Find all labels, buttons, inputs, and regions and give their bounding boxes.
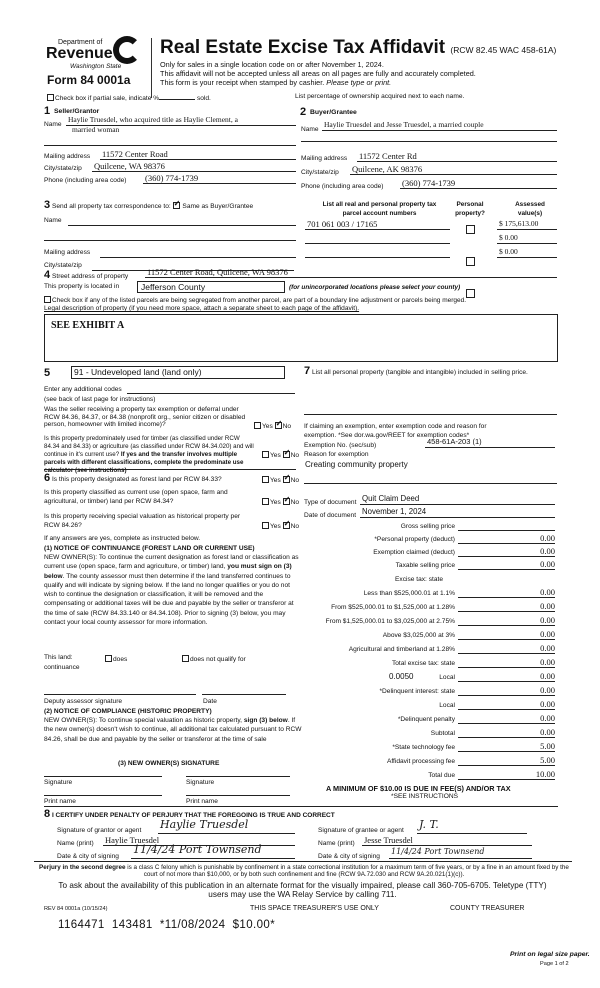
- perjury-bold: Perjury in the second degree: [39, 864, 126, 871]
- tax-value[interactable]: 0.00: [458, 629, 555, 640]
- forest-q: Is this property designated as forest land per RCW 84.33?: [51, 476, 222, 483]
- partial-sale-checkbox[interactable]: [47, 94, 54, 101]
- n1-c: . The county assessor must then determine if the land transferred continues to qualify and will indicate by signing below. If the land no longer qualifies or you do not wish to continue the designation or classification, it will be removed and the compensating or additional taxes will be due and payable by the seller or transferor at the time of sale (RCW 84.33.140 or 84.34.108). Prior to signing (3) below, you may contact your local county assessor for more information.: [44, 572, 294, 627]
- tax-value[interactable]: 0.00: [458, 601, 555, 612]
- corr-name-field-2[interactable]: [44, 240, 296, 241]
- tax-row-tier1: [300, 587, 555, 600]
- section-3-number: 3: [44, 199, 51, 211]
- tax-value[interactable]: 5.00: [458, 755, 555, 766]
- parcel-header: [312, 200, 447, 218]
- q4-answer: [262, 498, 299, 507]
- section-4-number: 4: [44, 269, 51, 281]
- assessed-value-field[interactable]: $ 0.00: [497, 247, 557, 258]
- s7-label: List all personal property (tangible and intangible) included in selling price.: [311, 369, 528, 376]
- exemption-note: If claiming an exemption, enter exemption code and reason for exemption. *See dor.wa.gov/REET for exemption codes*: [304, 423, 487, 440]
- county-select[interactable]: Jefferson County: [137, 281, 285, 293]
- divider: [301, 141, 557, 142]
- tax-value[interactable]: 0.00: [458, 699, 555, 710]
- assessed-hb: value(s): [517, 210, 543, 217]
- grantee-signature-field[interactable]: J. T.: [417, 820, 527, 834]
- yes-checkbox[interactable]: [262, 451, 269, 458]
- print-name-label: Print name: [44, 798, 76, 805]
- tax-value[interactable]: [458, 520, 555, 531]
- no-checkbox[interactable]: [275, 422, 282, 429]
- reason-label: Reason for exemption: [304, 451, 369, 458]
- tax-row-local: [300, 671, 555, 684]
- assessed-h: Assessed: [515, 201, 545, 208]
- yes-label: Yes: [270, 452, 281, 459]
- forest-question: [44, 473, 222, 484]
- legal-description-field[interactable]: [44, 314, 558, 362]
- accessibility-note: To ask about the availability of this publication in an alternate format for the visually impaired, please call 360-705-6705. Teletype (TTY) users may use the WA Relay Service by calling 711.: [58, 881, 547, 899]
- notice-2-text: [44, 716, 302, 744]
- doc-date-label: Date of document: [304, 512, 357, 519]
- timber-q-text: Is this property predominately used for timber (as classified under RCW 84.34 and 84.33) or agriculture (as classified under RCW 84.34.020) and will continue in it's current use?: [44, 435, 254, 458]
- reason-value[interactable]: Creating community property: [305, 460, 408, 469]
- street-field[interactable]: 11572 Center Road, Quilcene, WA 98376: [145, 267, 557, 278]
- no-checkbox[interactable]: [283, 476, 290, 483]
- treasurer-use: THIS SPACE TREASURER'S USE ONLY: [250, 905, 379, 912]
- n2-b: sign (3) below: [243, 717, 288, 724]
- no-label: No: [290, 452, 300, 459]
- no-label: No: [290, 499, 300, 506]
- divider: [44, 145, 296, 146]
- tax-label: Less than $525,000.01 at 1.1%: [363, 590, 455, 597]
- tax-value[interactable]: 0.00: [458, 546, 555, 557]
- parcel-h1: List all real and personal property tax: [322, 201, 437, 208]
- buyer-city-field[interactable]: Quilcene, AK 98376: [350, 164, 557, 175]
- tax-value[interactable]: 0.00: [458, 559, 555, 570]
- yes-label: Yes: [270, 523, 281, 530]
- seller-name-label: Name: [44, 121, 62, 128]
- tax-label: Affidavit processing fee: [386, 758, 455, 765]
- print-name-label: Print name: [186, 798, 218, 805]
- no-checkbox[interactable]: [283, 451, 290, 458]
- does-checkbox[interactable]: [105, 655, 112, 662]
- does-not-option: [182, 655, 246, 664]
- exemption-no-label: Exemption No. (sec/sub): [304, 442, 377, 449]
- q3-answer: [262, 476, 299, 485]
- divider: [44, 806, 558, 807]
- form-number: Form 84 0001a: [47, 73, 131, 87]
- notice-2-title: (2) NOTICE OF COMPLIANCE (HISTORIC PROPERTY): [44, 708, 212, 715]
- tax-value[interactable]: 0.00: [458, 643, 555, 654]
- does-label: does: [113, 656, 128, 663]
- deputy-label: Deputy assessor signature: [44, 698, 123, 705]
- tax-label: From $1,525,000.01 to $3,025,000 at 2.75%: [325, 618, 455, 625]
- section-3: [44, 200, 253, 211]
- page-number: Page 1 of 2: [540, 961, 569, 967]
- tax-label: Gross selling price: [400, 523, 455, 530]
- seller-heading: Seller/Grantor: [54, 108, 100, 115]
- tax-label: Total excise tax: state: [391, 660, 455, 667]
- tax-value[interactable]: 0.00: [458, 657, 555, 668]
- tax-row-exemption: [300, 546, 555, 559]
- corr-city-label: City/state/zip: [44, 262, 82, 269]
- tax-row-total-due: [300, 769, 555, 782]
- assessed-value-field[interactable]: $ 175,613.00: [497, 219, 557, 230]
- owner-print-field-1[interactable]: [44, 795, 162, 796]
- legal-label: Legal description of property (if you need more space, attach a separate sheet to each page of the affidavit).: [44, 305, 360, 312]
- no-checkbox[interactable]: [283, 498, 290, 505]
- minimum-note: A MINIMUM OF $10.00 IS DUE IN FEE(S) AND/OR TAX: [326, 784, 511, 793]
- corr-name-field[interactable]: [68, 225, 296, 226]
- header-line-1: Only for sales in a single location code on or after November 1, 2024.: [160, 60, 384, 69]
- certify-text: I CERTIFY UNDER PENALTY OF PERJURY THAT THE FOREGOING IS TRUE AND CORRECT: [51, 812, 335, 819]
- seller-city-label: City/state/zip: [44, 165, 82, 172]
- same-as-buyer-label: Same as Buyer/Grantee: [182, 203, 254, 210]
- corr-label: Send all property tax correspondence to:: [51, 203, 171, 210]
- grantee-sig-label: Signature of grantee or agent: [318, 827, 404, 834]
- tax-value[interactable]: 0.00: [458, 587, 555, 598]
- see-instructions: *SEE INSTRUCTIONS: [391, 793, 459, 800]
- seller-city-field[interactable]: Quilcene, WA 98376: [92, 161, 296, 172]
- historic-question: Is this property receiving special valuation as historical property per RCW 84.26?: [44, 513, 241, 530]
- n1-a: NEW OWNER(S): To continue the current designation as forest land or classification as current use (open space, farm and agriculture, or timber) land,: [44, 554, 299, 571]
- section-2-number: 2: [300, 106, 307, 118]
- does-option: [105, 655, 127, 664]
- divider: [304, 483, 557, 484]
- grantor-name-field[interactable]: Haylie Truesdel: [103, 835, 295, 846]
- ownership-note: List percentage of ownership acquired next to each name.: [295, 93, 465, 100]
- deputy-signature-field[interactable]: [44, 694, 196, 695]
- tax-label: From $525,000.01 to $1,525,000 at 1.28%: [331, 604, 455, 611]
- seller-mail-field[interactable]: 11572 Center Road: [100, 149, 296, 160]
- grantor-date-field[interactable]: 11/4/24 Port Townsend: [131, 845, 295, 859]
- buyer-mail-label: Mailing address: [301, 155, 348, 162]
- citation: (RCW 82.45 WAC 458-61A): [450, 45, 557, 55]
- owner-signature-field-2[interactable]: [186, 776, 290, 777]
- tax-value[interactable]: 10.00: [458, 769, 555, 780]
- tax-value[interactable]: 0.00: [458, 671, 555, 682]
- additional-codes-label: Enter any additional codes: [44, 386, 122, 393]
- doc-date-field[interactable]: November 1, 2024: [360, 507, 555, 518]
- does-not-label: does not qualify for: [190, 656, 246, 663]
- dept-label: Department of: [58, 39, 103, 46]
- grantee-date-field[interactable]: 11/4/24 Port Townsend: [389, 847, 532, 859]
- tax-label: Local: [439, 674, 455, 681]
- dor-logo-icon: [113, 36, 141, 64]
- yes-checkbox[interactable]: [262, 522, 269, 529]
- assessed-header: [505, 200, 555, 218]
- street-label: Street address of property: [51, 273, 129, 280]
- tax-label: Subtotal: [430, 730, 455, 737]
- yes-label: Yes: [270, 477, 281, 484]
- partial-label: Check box if partial sale, indicate %: [55, 95, 160, 102]
- tax-row-delinq-local: [300, 699, 555, 712]
- grantor-sig-label: Signature of grantor or agent: [57, 827, 142, 834]
- buyer-mail-field[interactable]: 11572 Center Rd: [357, 151, 557, 162]
- no-label: No: [290, 523, 300, 530]
- yes-checkbox[interactable]: [254, 422, 261, 429]
- same-as-buyer-checkbox[interactable]: [173, 202, 180, 209]
- buyer-phone-label: Phone (including area code): [301, 183, 384, 190]
- no-checkbox[interactable]: [283, 522, 290, 529]
- buyer-city-label: City/state/zip: [301, 169, 339, 176]
- divider: [44, 469, 296, 470]
- continuance-label: continuance: [44, 664, 80, 671]
- tax-label: Total due: [428, 772, 455, 779]
- tax-value[interactable]: 0.00: [458, 713, 555, 724]
- receipt-stamp: 1164471 143481 *11/08/2024 $10.00*: [58, 919, 276, 931]
- county-note: (for unincorporated locations please select your county): [289, 284, 461, 291]
- legal-paper-note: Print on legal size paper.: [510, 951, 590, 958]
- section-6-number: 6: [44, 472, 51, 484]
- timber-q-bold: If yes and the transfer involves multiple parcels with different classifications, complete the predominate use calculator (see instructions): [44, 451, 244, 474]
- divider: [34, 861, 572, 862]
- parcel-number-field[interactable]: 701 061 003 / 17165: [305, 219, 450, 230]
- tax-row-tier3: [300, 615, 555, 628]
- corr-mail-field[interactable]: [100, 257, 296, 258]
- perjury-note: [34, 864, 574, 879]
- parcel-h1b: parcel account numbers: [342, 210, 417, 217]
- use-code-select[interactable]: 91 - Undeveloped land (land only): [71, 366, 285, 379]
- grantee-name-label: Name (print): [318, 840, 355, 847]
- section-7-number: 7: [304, 365, 311, 377]
- grantor-signature-field[interactable]: Haylie Truesdel: [158, 820, 295, 834]
- title-text: Real Estate Excise Tax Affidavit: [160, 37, 446, 58]
- tax-label: Above $3,025,000 at 3%: [382, 632, 455, 639]
- tax-row-penalty: [300, 713, 555, 726]
- header-divider: [151, 38, 152, 98]
- this-land-label: This land:: [44, 654, 73, 661]
- no-label: No: [282, 423, 292, 430]
- personal-property-checkbox[interactable]: [466, 257, 475, 266]
- exemption-no-field[interactable]: 458-61A-203 (1): [425, 437, 555, 448]
- q2-answer: [262, 451, 299, 460]
- local-rate: 0.0050: [389, 672, 414, 681]
- current-use-question: Is this property classified as current use (open space, farm and agricultural, or timber) land per RCW 84.34?: [44, 489, 228, 506]
- page-title: [160, 38, 556, 57]
- segregated-checkbox[interactable]: [44, 296, 51, 303]
- additional-codes-field[interactable]: [127, 393, 295, 394]
- tax-row-tier4: [300, 629, 555, 642]
- tax-row-personal: [300, 533, 555, 546]
- buyer-heading: Buyer/Grantee: [310, 109, 357, 116]
- tax-label: Local: [439, 702, 455, 709]
- buyer-phone-field[interactable]: (360) 774-1739: [400, 178, 557, 189]
- deputy-date-field[interactable]: [202, 694, 286, 695]
- tax-row-taxable: [300, 559, 555, 572]
- tax-row-agri: [300, 643, 555, 656]
- grantee-date-label: Date & city of signing: [318, 853, 380, 860]
- tax-row-delinq-state: [300, 685, 555, 698]
- tax-row-tech-fee: [300, 741, 555, 754]
- yes-label: Yes: [262, 423, 273, 430]
- tax-label: Taxable selling price: [395, 562, 455, 569]
- sold-label: sold.: [196, 95, 211, 102]
- segregated-row: [44, 296, 466, 305]
- tax-row-affidavit-fee: [300, 755, 555, 768]
- notice-1-title: (1) NOTICE OF CONTINUANCE (FOREST LAND OR CURRENT USE): [44, 545, 255, 552]
- grantor-name-label: Name (print): [57, 840, 94, 847]
- tax-value[interactable]: 0.00: [458, 615, 555, 626]
- header-line-2: This affidavit will not be accepted unless all areas on all pages are fully and accurately completed.: [160, 69, 476, 78]
- grantor-date-label: Date & city of signing: [57, 853, 119, 860]
- personal-hb: property?: [455, 210, 485, 217]
- seller-phone-field[interactable]: (360) 774-1739: [143, 173, 296, 184]
- grantee-name-field[interactable]: Jesse Truesdel: [362, 835, 532, 846]
- doc-type-field[interactable]: Quit Claim Deed: [360, 494, 555, 505]
- buyer-name-label: Name: [301, 126, 319, 133]
- owner-print-field-2[interactable]: [186, 795, 290, 796]
- tax-label: *Delinquent interest: state: [379, 688, 455, 695]
- buyer-name-field[interactable]: Haylie Truesdel and Jesse Truesdel, a married couple: [322, 120, 557, 131]
- no-label: No: [290, 477, 300, 484]
- type-note: Please type or print.: [326, 78, 392, 87]
- parcel-number-field[interactable]: [305, 247, 450, 258]
- personal-property-checkbox[interactable]: [466, 289, 475, 298]
- seller-name-line1: Haylie Truesdel, who acquired title as Haylie Clement, a: [68, 115, 238, 124]
- n2-a: NEW OWNER(S): To continue special valuation as historic property,: [44, 717, 244, 724]
- street-row: [44, 270, 128, 281]
- assessed-value-field[interactable]: $ 0.00: [497, 233, 557, 244]
- tax-row-gross: [300, 520, 555, 533]
- q5-answer: [262, 522, 299, 531]
- excise-header: Excise tax: state: [395, 576, 444, 583]
- exemption-question: Was the seller receiving a property tax exemption or deferral under RCW 84.36, 84.37, or 84.38 (nonprofit org., senior citizen or disabled person, homeowner with limited income)?: [44, 406, 246, 428]
- yes-label: Yes: [270, 499, 281, 506]
- notice-3-title: (3) NEW OWNER(S) SIGNATURE: [118, 760, 220, 767]
- county-treasurer: COUNTY TREASURER: [450, 905, 525, 912]
- perjury-text: is a class C felony which is punishable by confinement in a state correctional institution for a maximum term of five years, or by a fine in an amount fixed by the court of not more than $10,000, or by both such confinement and fine (RCW 9A.72.030 and RCW 9A.20.021(1)(c)).: [125, 864, 569, 879]
- personal-property-label: [304, 366, 554, 378]
- corr-name-label: Name: [44, 217, 62, 224]
- corr-mail-label: Mailing address: [44, 249, 91, 256]
- n1-b: you must sign on (3) below: [44, 563, 292, 580]
- date-label: Date: [203, 698, 217, 705]
- legal-description: SEE EXHIBIT A: [51, 320, 125, 331]
- tax-label: Agricultural and timberland at 1.28%: [348, 646, 455, 653]
- owner-signature-field-1[interactable]: [44, 776, 162, 777]
- rev-number: REV 84 0001a (10/15/24): [44, 906, 108, 912]
- personal-property-field[interactable]: [304, 414, 557, 415]
- tax-value[interactable]: 0.00: [458, 685, 555, 696]
- partial-sale: [47, 94, 211, 103]
- tax-value[interactable]: 5.00: [458, 741, 555, 752]
- parcel-number-field[interactable]: [305, 233, 450, 244]
- notice-1-text: [44, 553, 302, 627]
- signature-label: Signature: [44, 779, 73, 786]
- q1-answer: [254, 422, 291, 431]
- tax-value[interactable]: 0.00: [458, 727, 555, 738]
- personal-header: [450, 200, 490, 218]
- yes-checkbox[interactable]: [262, 498, 269, 505]
- located-label: This property is located in: [44, 283, 120, 290]
- if-yes-note: If any answers are yes, complete as instructed below.: [44, 535, 201, 542]
- doc-type-label: Type of document: [304, 499, 357, 506]
- seller-mail-label: Mailing address: [44, 153, 91, 160]
- revenue-logo-text: Revenue: [46, 45, 113, 62]
- segregated-label: Check box if any of the listed parcels are being segregated from another parcel, are part of a boundary line adjustment or parcels being merged.: [52, 297, 467, 304]
- tax-value[interactable]: 0.00: [458, 533, 555, 544]
- tax-row-tier2: [300, 601, 555, 614]
- does-not-checkbox[interactable]: [182, 655, 189, 662]
- tax-label: Exemption claimed (deduct): [373, 549, 455, 556]
- tax-row-total-excise: [300, 657, 555, 670]
- yes-checkbox[interactable]: [262, 476, 269, 483]
- state-label: Washington State: [70, 63, 122, 70]
- tax-label: *Personal property (deduct): [374, 536, 455, 543]
- section-5-number: 5: [44, 367, 51, 379]
- tax-label: *Delinquent penalty: [397, 716, 455, 723]
- tax-row-subtotal: [300, 727, 555, 740]
- receipt-note: This form is your receipt when stamped by cashier.: [160, 78, 327, 87]
- personal-property-checkbox[interactable]: [466, 225, 475, 234]
- tax-label: *State technology fee: [392, 744, 455, 751]
- personal-h: Personal: [456, 201, 484, 208]
- header-line-3: [160, 79, 391, 86]
- section-1-number: 1: [44, 105, 51, 117]
- see-back-note: (see back of last page for instructions): [44, 396, 156, 403]
- n2-c: . If the new owner(s) doesn't wish to continue, all additional tax calculated pursuant to RCW 84.26, shall be due and payable by the seller or transferor at the time of sale: [44, 717, 302, 743]
- section-8-number: 8: [44, 808, 51, 820]
- signature-label: Signature: [186, 779, 215, 786]
- seller-phone-label: Phone (including area code): [44, 177, 127, 184]
- seller-name-line2: married woman: [72, 125, 120, 134]
